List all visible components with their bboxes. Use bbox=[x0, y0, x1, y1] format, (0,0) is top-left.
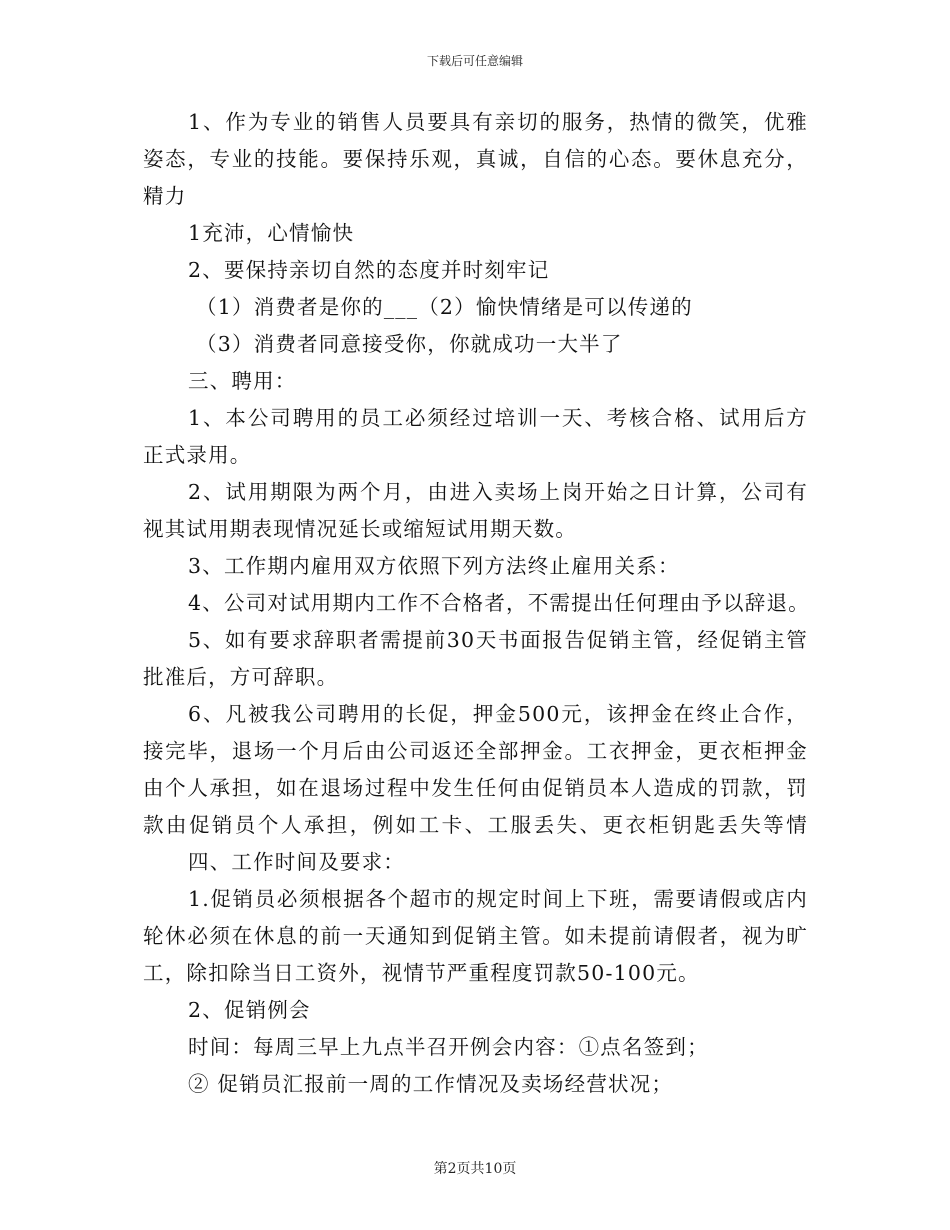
paragraph-line: ② 促销员汇报前一周的工作情况及卖场经营状况； bbox=[188, 1072, 674, 1096]
paragraph-line: 3、工作期内雇用双方依照下列方法终止雇用关系： bbox=[188, 554, 680, 578]
page-header: 下载后可任意编辑 bbox=[426, 54, 523, 68]
paragraph-line: 正式录用。 bbox=[143, 443, 252, 467]
paragraph-line: 批准后，方可辞职。 bbox=[143, 665, 339, 689]
paragraph-line: 2、试用期限为两个月，由进入卖场上岗开始之日计算，公司有 bbox=[188, 480, 808, 504]
paragraph-line: 1充沛，心情愉快 bbox=[188, 221, 355, 245]
paragraph-line: 精力 bbox=[143, 184, 187, 208]
paragraph-line: 2、促销例会 bbox=[188, 998, 311, 1022]
paragraph-line: 姿态，专业的技能。要保持乐观，真诚，自信的心态。要休息充分， bbox=[143, 147, 808, 171]
paragraph-line: （1）消费者是你的___（2）愉快情绪是可以传递的 bbox=[196, 295, 693, 319]
document-body bbox=[143, 104, 808, 1103]
paragraph-line: 时间：每周三早上九点半召开例会内容：①点名签到； bbox=[188, 1035, 709, 1059]
paragraph-line: 1、作为专业的销售人员要具有亲切的服务，热情的微笑，优雅 bbox=[188, 110, 808, 134]
paragraph-line: 接完毕，退场一个月后由公司返还全部押金。工衣押金，更衣柜押金 bbox=[143, 739, 808, 763]
paragraph-line: 款由促销员个人承担，例如工卡、工服丢失、更衣柜钥匙丢失等情 bbox=[143, 813, 808, 837]
page-footer: 第2页共10页 bbox=[433, 1161, 517, 1177]
paragraph-line: 视其试用期表现情况延长或缩短试用期天数。 bbox=[143, 517, 577, 541]
paragraph-line: 由个人承担，如在退场过程中发生任何由促销员本人造成的罚款，罚 bbox=[143, 776, 808, 800]
paragraph-line: 4、公司对试用期内工作不合格者，不需提出任何理由予以辞退。 bbox=[188, 591, 810, 615]
paragraph-line: 轮休必须在休息的前一天通知到促销主管。如未提前请假者，视为旷 bbox=[143, 924, 808, 948]
paragraph-line: 1.促销员必须根据各个超市的规定时间上下班，需要请假或店内 bbox=[188, 887, 808, 911]
paragraph-line: 工，除扣除当日工资外，视情节严重程度罚款50-100元。 bbox=[143, 961, 700, 985]
paragraph-line: 6、凡被我公司聘用的长促，押金500元，该押金在终止合作， bbox=[188, 702, 808, 726]
section-heading: 四、工作时间及要求： bbox=[188, 850, 405, 874]
paragraph-line: （3）消费者同意接受你，你就成功一大半了 bbox=[196, 332, 623, 356]
paragraph-line: 2、要保持亲切自然的态度并时刻牢记 bbox=[188, 258, 550, 282]
section-heading: 三、聘用： bbox=[188, 369, 297, 393]
paragraph-line: 1、本公司聘用的员工必须经过培训一天、考核合格、试用后方 bbox=[188, 406, 808, 430]
paragraph-line: 5、如有要求辞职者需提前30天书面报告促销主管，经促销主管 bbox=[188, 628, 808, 652]
